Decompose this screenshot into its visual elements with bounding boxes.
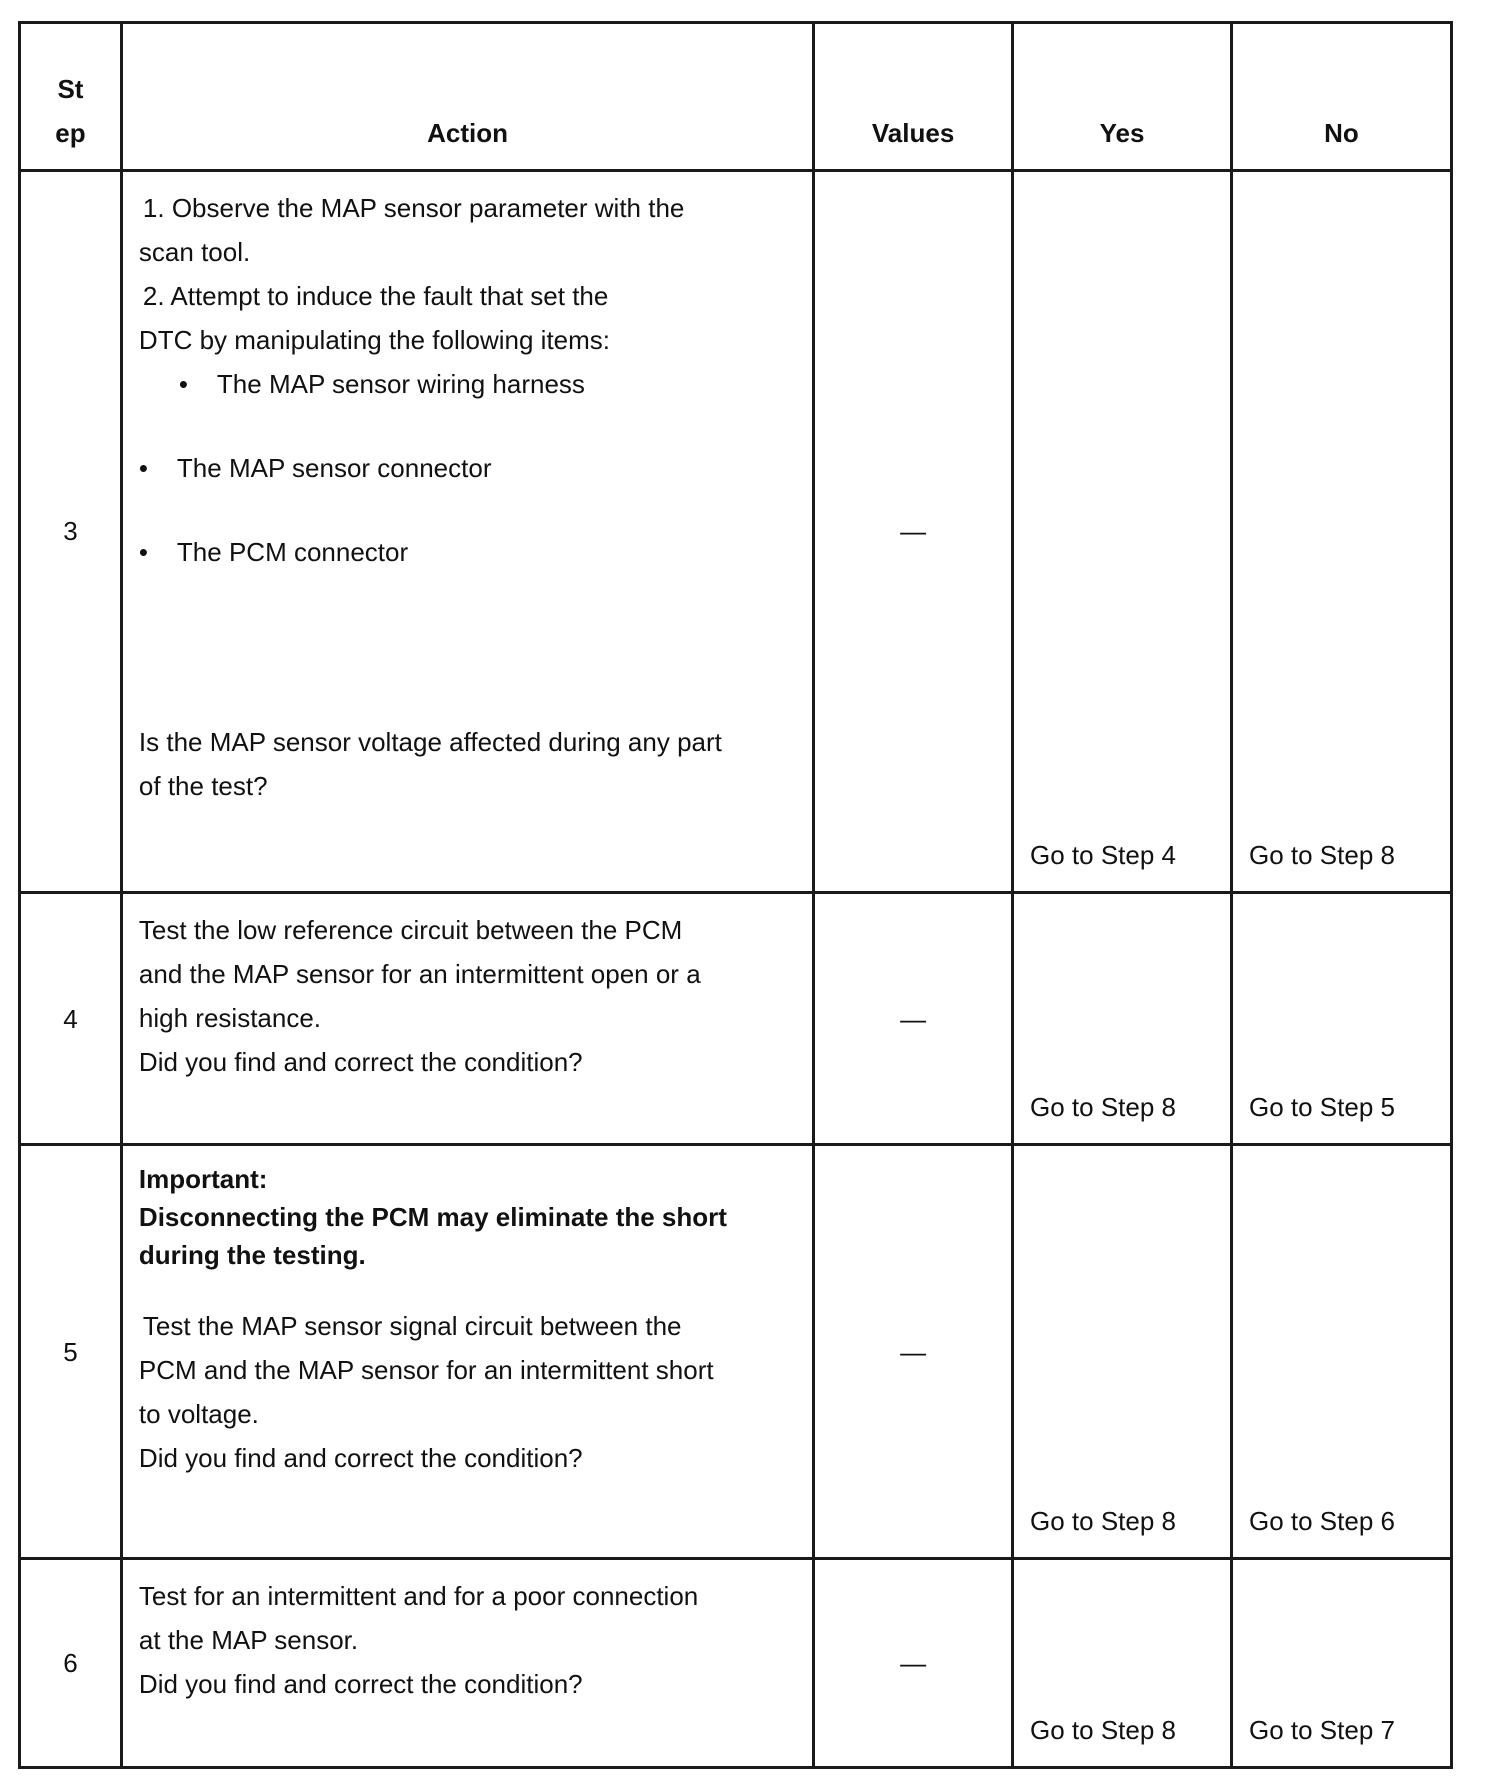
header-step <box>20 23 122 171</box>
header-values: Values <box>814 23 1013 171</box>
important-label: Important: <box>138 1164 268 1195</box>
values-cell: — <box>814 171 1013 893</box>
action-line: high resistance. <box>138 1002 322 1033</box>
yes-goto: Go to Step 4 <box>1013 171 1232 893</box>
action-cell <box>121 892 813 1144</box>
bullet-icon: • <box>138 453 149 483</box>
action-line: 2. Attempt to induce the fault that set the <box>142 281 609 311</box>
spacer <box>139 574 800 704</box>
action-line: to voltage. <box>138 1399 259 1430</box>
no-goto: Go to Step 7 <box>1231 1559 1451 1768</box>
action-line: DTC by manipulating the following items: <box>138 325 611 355</box>
action-cell <box>121 1145 813 1559</box>
header-row <box>20 23 1452 171</box>
bullet-text: The PCM connector <box>176 537 409 567</box>
question-line: Did you find and correct the condition? <box>138 1046 583 1077</box>
step-number: 5 <box>20 1145 122 1559</box>
action-line: Test the MAP sensor signal circuit between the <box>142 1311 682 1342</box>
spacer <box>139 406 800 446</box>
action-line: and the MAP sensor for an intermittent open or a <box>138 958 701 989</box>
action-line: scan tool. <box>138 237 251 267</box>
question-line: Did you find and correct the condition? <box>138 1669 583 1700</box>
action-line: Test for an intermittent and for a poor connection <box>138 1581 699 1612</box>
table-row <box>20 1145 1452 1559</box>
values-cell: — <box>814 1145 1013 1559</box>
table-row <box>20 892 1452 1144</box>
header-no: No <box>1231 23 1451 171</box>
question-line: Did you find and correct the condition? <box>138 1443 583 1474</box>
important-note: during the testing. <box>138 1240 366 1271</box>
action-cell <box>121 171 813 893</box>
yes-goto: Go to Step 8 <box>1013 1559 1232 1768</box>
step-number: 6 <box>20 1559 122 1768</box>
header-step-line1: St <box>57 74 84 104</box>
bullet-icon: • <box>178 369 189 399</box>
action-line: PCM and the MAP sensor for an intermittent short <box>138 1355 714 1386</box>
yes-goto: Go to Step 8 <box>1013 892 1232 1144</box>
bullet-text: The MAP sensor wiring harness <box>216 369 585 399</box>
diagnostic-table <box>18 21 1453 1769</box>
bullet-text: The MAP sensor connector <box>176 453 492 483</box>
spacer <box>139 490 800 530</box>
action-line: at the MAP sensor. <box>138 1625 359 1656</box>
header-action: Action <box>121 23 813 171</box>
no-goto: Go to Step 6 <box>1231 1145 1451 1559</box>
action-cell <box>121 1559 813 1768</box>
yes-goto: Go to Step 8 <box>1013 1145 1232 1559</box>
action-line: 1. Observe the MAP sensor parameter with the <box>142 193 685 223</box>
bullet-icon: • <box>138 537 149 567</box>
table-row <box>20 1559 1452 1768</box>
no-goto: Go to Step 5 <box>1231 892 1451 1144</box>
values-cell: — <box>814 892 1013 1144</box>
question-line: Is the MAP sensor voltage affected during any part <box>138 727 722 757</box>
no-goto: Go to Step 8 <box>1231 171 1451 893</box>
spacer <box>139 1274 800 1304</box>
important-note: Disconnecting the PCM may eliminate the short <box>138 1202 727 1233</box>
bullet-item <box>139 446 800 490</box>
header-step-line2: ep <box>55 118 86 148</box>
header-yes: Yes <box>1013 23 1232 171</box>
bullet-item <box>139 362 800 406</box>
step-number: 3 <box>20 171 122 893</box>
step-number: 4 <box>20 892 122 1144</box>
table-row <box>20 171 1452 893</box>
action-line: Test the low reference circuit between the PCM <box>138 914 683 945</box>
bullet-item <box>139 530 800 574</box>
question-line: of the test? <box>138 771 268 801</box>
values-cell: — <box>814 1559 1013 1768</box>
